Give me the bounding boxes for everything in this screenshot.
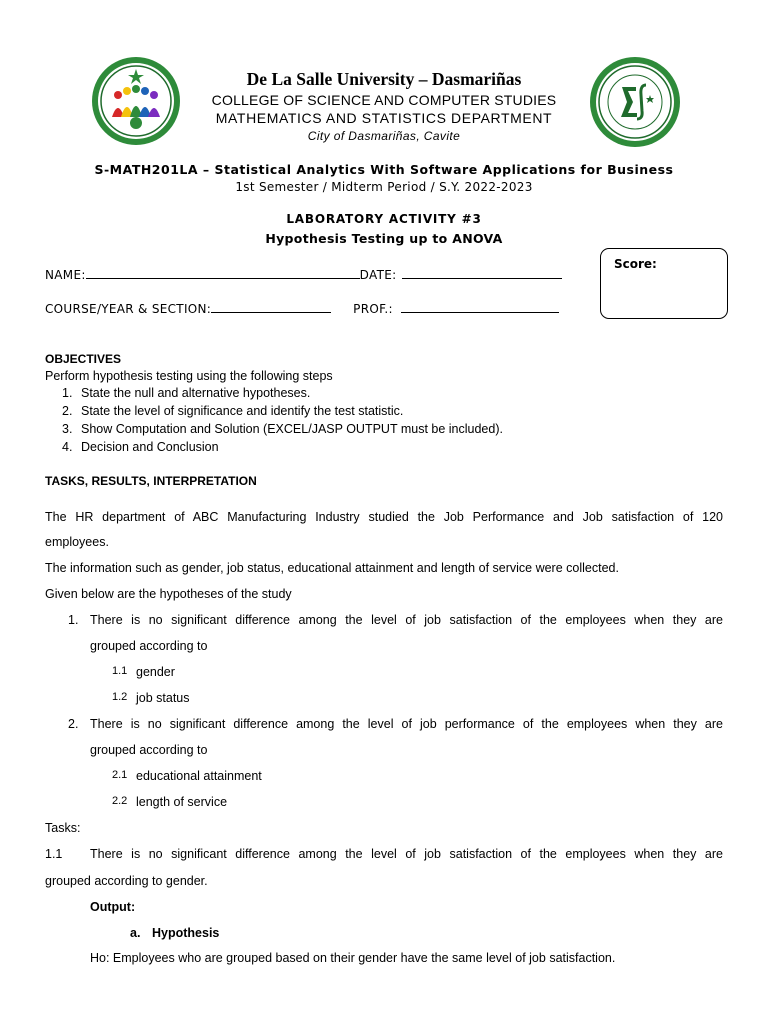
hypothesis-1-line-1: There is no significant difference among the level of job satisfaction of the employees when they are — [90, 613, 723, 627]
step-number: 3. — [62, 422, 73, 436]
task-1-1-line-2: grouped according to gender. — [45, 874, 208, 888]
objective-step-text: Show Computation and Solution (EXCEL/JASP OUTPUT must be included). — [81, 422, 503, 436]
course-title: S-MATH201LA – Statistical Analytics With Software Applications for Business — [94, 162, 674, 177]
college-name: COLLEGE OF SCIENCE AND COMPUTER STUDIES — [211, 92, 557, 108]
score-label: Score: — [614, 257, 657, 271]
paragraph-1-line-2: employees. — [45, 535, 109, 549]
activity-topic: Hypothesis Testing up to ANOVA — [265, 231, 503, 246]
hypothesis-2-2-text: length of service — [136, 795, 228, 809]
name-input-line[interactable] — [86, 266, 360, 279]
hypothesis-2-line-2: grouped according to — [90, 743, 208, 757]
paragraph-1-line-1: The HR department of ABC Manufacturing Industry studied the Job Performance and Job satisfaction of 120 — [45, 510, 723, 524]
hypothesis-2-line-1: There is no significant difference among the level of job performance of the employees when they are — [90, 717, 723, 731]
tasks-label: Tasks: — [45, 821, 81, 835]
item-a-label: Hypothesis — [152, 926, 220, 940]
hypothesis-1-2-number: 1.2 — [112, 691, 128, 703]
name-field-row — [45, 266, 562, 282]
hypothesis-1-1-number: 1.1 — [112, 665, 128, 677]
course-section-input-line[interactable] — [211, 300, 331, 313]
step-number: 4. — [62, 440, 73, 454]
objective-step-text: State the null and alternative hypotheses. — [81, 386, 311, 400]
hypothesis-2-1-text: educational attainment — [136, 769, 262, 783]
hypothesis-2-number: 2. — [68, 717, 79, 731]
hypothesis-1-number: 1. — [68, 613, 79, 627]
task-1-1-number: 1.1 — [45, 847, 63, 861]
score-box — [600, 248, 728, 319]
university-title: De La Salle University – Dasmariñas — [246, 69, 522, 89]
objective-step-text: State the level of significance and identify the test statistic. — [81, 404, 404, 418]
hypothesis-1-2-text: job status — [136, 691, 190, 705]
objective-step-text: Decision and Conclusion — [81, 440, 219, 454]
course-section-label: COURSE/YEAR & SECTION: — [45, 302, 212, 316]
task-1-1-line-1: There is no significant difference among the level of job satisfaction of the employees when they are — [90, 847, 723, 861]
date-label: DATE: — [359, 268, 397, 282]
paragraph-2: The information such as gender, job status, educational attainment and length of service were collected. — [45, 561, 619, 575]
item-a-letter: a. — [130, 926, 141, 940]
prof-label: PROF.: — [353, 302, 393, 316]
activity-title: LABORATORY ACTIVITY #3 — [286, 212, 482, 226]
objective-step — [62, 386, 72, 400]
hypothesis-1-line-2: grouped according to — [90, 639, 208, 653]
objective-step — [62, 422, 72, 436]
objectives-intro: Perform hypothesis testing using the following steps — [45, 369, 333, 383]
step-number: 1. — [62, 386, 73, 400]
tasks-section-heading: TASKS, RESULTS, INTERPRETATION — [45, 474, 257, 488]
output-label: Output: — [90, 900, 136, 914]
city-name: City of Dasmariñas, Cavite — [307, 129, 461, 143]
prof-input-line[interactable] — [401, 300, 559, 313]
objective-step — [62, 440, 72, 454]
hypothesis-2-2-number: 2.2 — [112, 795, 128, 807]
course-field-row — [45, 300, 559, 316]
name-label: NAME: — [45, 268, 86, 282]
step-number: 2. — [62, 404, 73, 418]
null-hypothesis-text: Ho: Employees who are grouped based on their gender have the same level of job satisfaction. — [90, 951, 616, 965]
paragraph-3: Given below are the hypotheses of the study — [45, 587, 292, 601]
hypothesis-1-1-text: gender — [136, 665, 175, 679]
date-input-line[interactable] — [402, 266, 562, 279]
department-name: MATHEMATICS AND STATISTICS DEPARTMENT — [215, 110, 553, 126]
hypothesis-2-1-number: 2.1 — [112, 769, 128, 781]
semester-line: 1st Semester / Midterm Period / S.Y. 2022-2023 — [235, 180, 533, 194]
objectives-heading: OBJECTIVES — [45, 352, 122, 366]
objective-step — [62, 404, 72, 418]
